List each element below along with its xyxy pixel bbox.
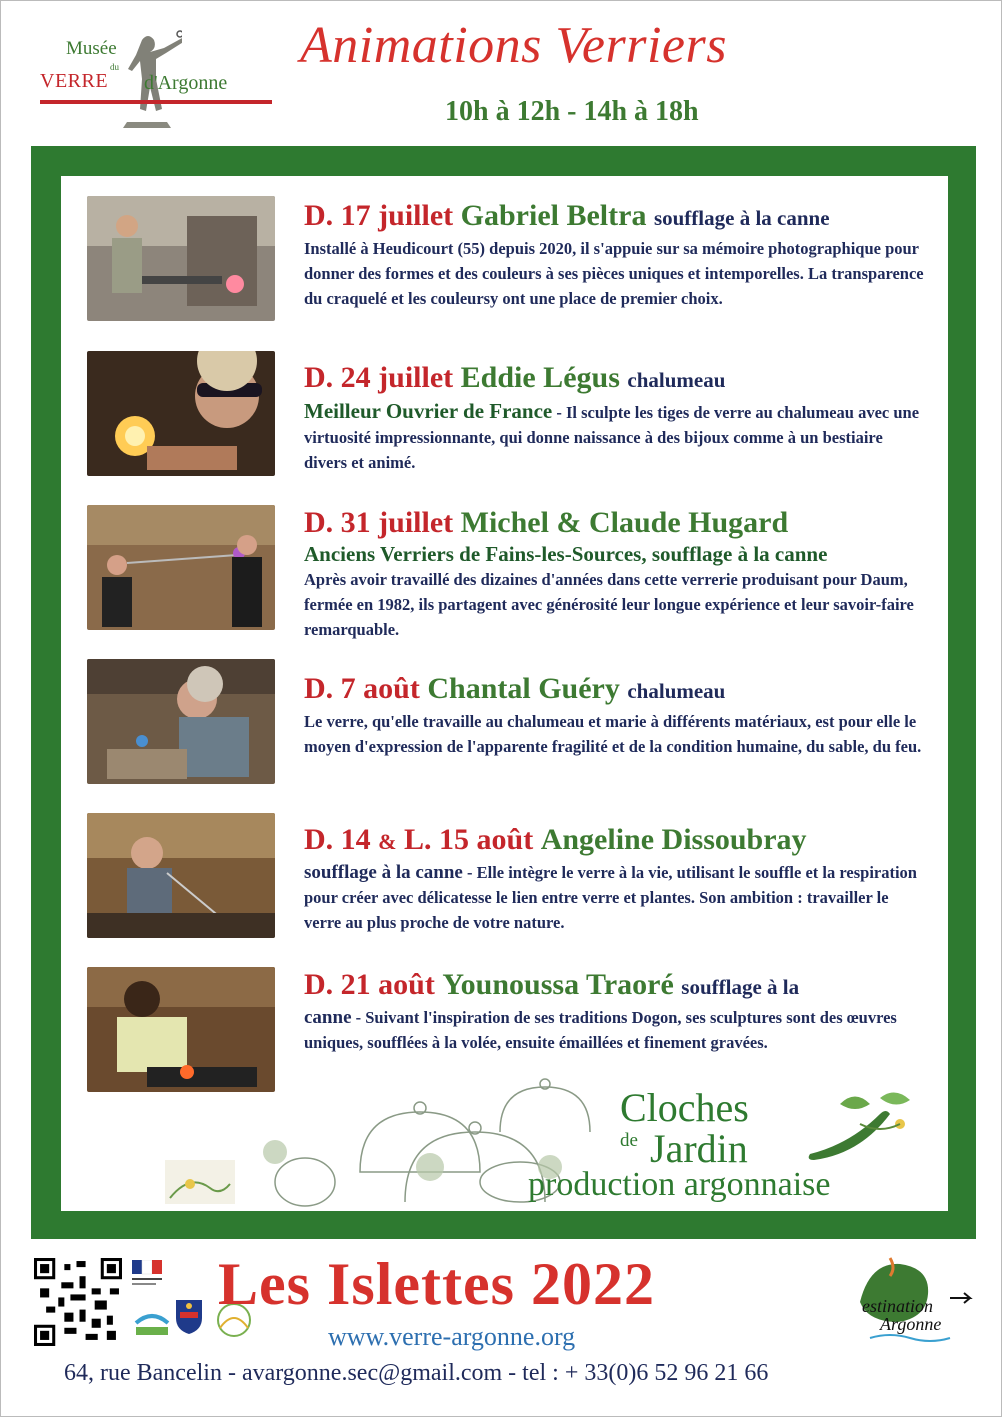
artist-name: Angeline Dissoubray <box>540 823 807 856</box>
event-date: D. 24 juillet <box>304 361 454 394</box>
event-gabriel-beltra <box>304 198 924 311</box>
event-heading <box>304 360 924 398</box>
event-angeline-dissoubray <box>304 822 924 935</box>
svg-text:Argonne: Argonne <box>880 1314 942 1334</box>
cloches-de: de <box>620 1130 638 1151</box>
event-technique: soufflage à la canne <box>304 862 463 883</box>
event-subtitle: Anciens Verriers de Fains-les-Sources, soufflage à la canne <box>304 542 828 566</box>
artist-name: Michel & Claude Hugard <box>460 506 789 539</box>
contact-address: 64, rue Bancelin - avargonne.sec@gmail.com - tel : + 33(0)6 52 96 21 66 <box>64 1360 769 1386</box>
event-description: Après avoir travaillé des dizaines d'années dans cette verrerie produisant pour Daum, fermée en 1982, ils partagent avec générosité leur longue expérience et leur savoir-faire remarquable. <box>304 570 914 639</box>
event-technique: soufflage à la canne <box>653 206 830 230</box>
logo-underline <box>40 100 272 104</box>
event-heading <box>304 822 924 860</box>
event-eddie-legus <box>304 360 924 475</box>
event-date: D. 17 juillet <box>304 199 454 232</box>
event-description: Le verre, qu'elle travaille au chalumeau et marie à différents matériaux, est pour elle le moyen d'expression de l'apparente fragilité et de la condition humaine, du sable, du feu. <box>304 712 922 756</box>
event-description: Installé à Heudicourt (55) depuis 2020, il s'appuie sur sa mémoire photographique pour donner des formes et des couleurs à ses pièces uniques et intemporelles. La transparence du craquelé et les couleursy ont une place de premier choix. <box>304 239 924 308</box>
event-michel-claude-hugard <box>304 505 924 642</box>
plant-sprig-icon <box>165 1160 235 1204</box>
artist-name: Younoussa Traoré <box>442 968 674 1001</box>
meuse-logo-icon <box>132 1303 172 1343</box>
cloches-production: production argonnaise <box>528 1166 831 1203</box>
artist-name: Chantal Guéry <box>427 672 620 705</box>
event-chantal-guery <box>304 671 924 759</box>
page-title: Animations Verriers <box>300 17 727 74</box>
event-date: D. 31 juillet <box>304 506 454 539</box>
photo-eddie-legus <box>87 351 275 476</box>
qr-code-icon <box>34 1258 122 1346</box>
logo-verre: VERRE <box>40 70 109 92</box>
artist-name: Gabriel Beltra <box>460 199 647 232</box>
event-technique-cont: canne <box>304 1007 352 1028</box>
event-date: D. 21 août <box>304 968 435 1001</box>
photo-chantal-guery <box>87 659 275 784</box>
event-location-year: Les Islettes 2022 <box>218 1251 655 1317</box>
cloches-jardin: Jardin <box>650 1126 748 1171</box>
svg-text:estination: estination <box>862 1296 933 1316</box>
event-heading <box>304 671 924 709</box>
event-technique: chalumeau <box>627 368 726 392</box>
event-description: soufflage à la canne - Elle intègre le verre à la vie, utilisant le souffle et la respiration pour créer avec délicatesse le lien entre verre et plantes. Son ambition : travailler le verre au plus proche de votre nature. <box>304 862 917 932</box>
republic-flag-icon <box>132 1260 162 1294</box>
event-heading <box>304 967 924 1005</box>
event-technique: soufflage à la <box>681 975 800 999</box>
museum-logo <box>32 30 277 130</box>
cucumber-illustration-icon <box>800 1084 922 1164</box>
event-younoussa-traore <box>304 967 924 1055</box>
event-technique: chalumeau <box>627 679 726 703</box>
logo-musee: Musée <box>66 38 117 59</box>
photo-michel-claude-hugard <box>87 505 275 630</box>
logo-argonne: d'Argonne <box>144 72 228 94</box>
event-description: Meilleur Ouvrier de France - Il sculpte les tiges de verre au chalumeau avec une virtuosité impressionnante, qui donne naissance à des bijoux comme à un bestiaire divers et animé. <box>304 399 920 472</box>
photo-angeline-dissoubray <box>87 813 275 938</box>
event-date-and: & <box>378 829 397 854</box>
event-distinction: Meilleur Ouvrier de France <box>304 399 553 423</box>
event-heading <box>304 198 924 236</box>
logo-du: du <box>110 62 119 72</box>
photo-younoussa-traore <box>87 967 275 1092</box>
event-date: D. 7 août <box>304 672 420 705</box>
coat-of-arms-icon <box>174 1298 204 1334</box>
event-date: L. 15 août <box>404 823 534 856</box>
cloches-title: Cloches <box>620 1085 749 1130</box>
event-heading <box>304 505 924 541</box>
opening-hours: 10h à 12h - 14h à 18h <box>445 96 699 127</box>
destination-argonne-logo-icon <box>850 1252 974 1344</box>
website-link[interactable]: www.verre-argonne.org <box>328 1322 576 1351</box>
photo-gabriel-beltra <box>87 196 275 321</box>
event-date: D. 14 <box>304 823 371 856</box>
artist-name: Eddie Légus <box>460 361 620 394</box>
event-description: canne - Suivant l'inspiration de ses traditions Dogon, ses sculptures sont des œuvres uniques, soufflées à la volée, ensuite émaillées et finement gravées. <box>304 1007 897 1052</box>
